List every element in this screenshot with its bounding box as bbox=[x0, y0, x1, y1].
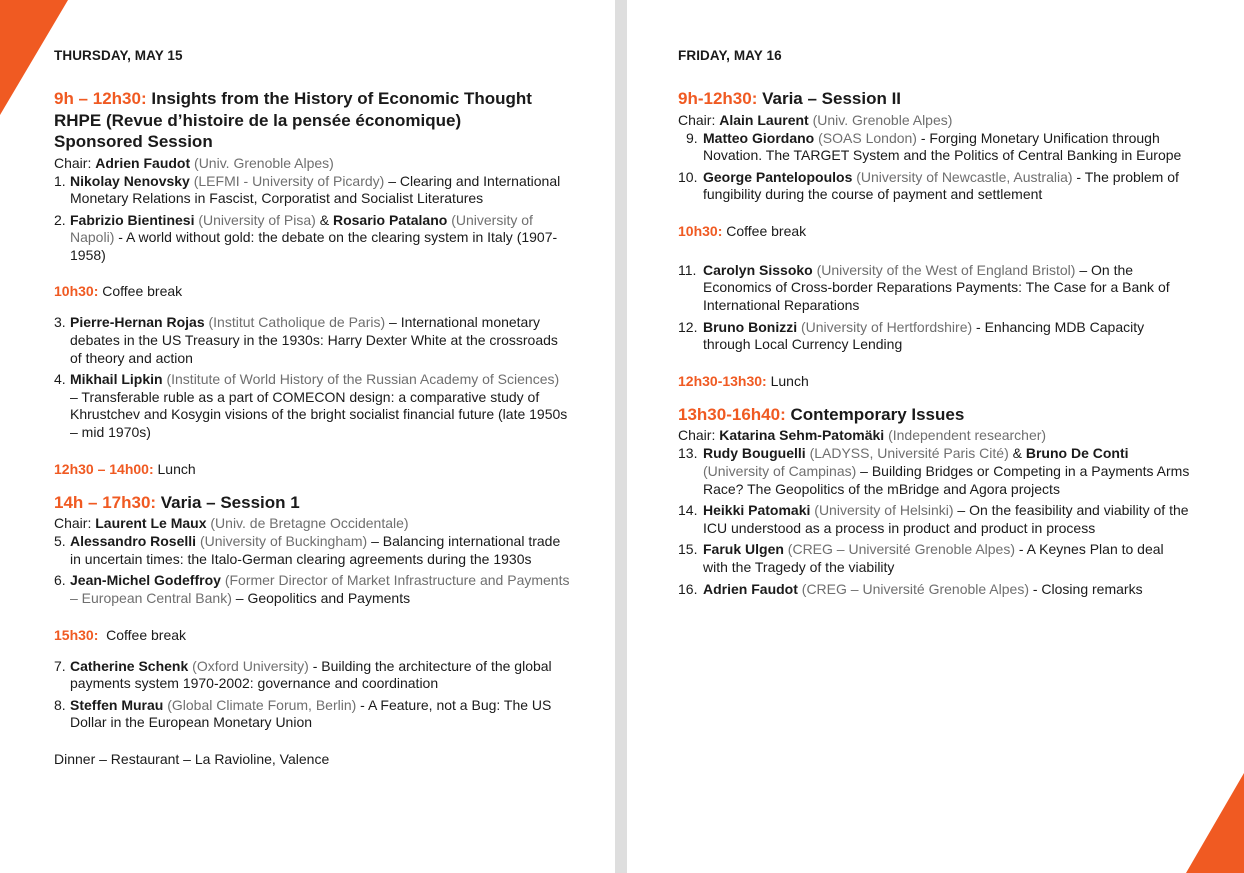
speaker-name-2: Bruno De Conti bbox=[1025, 445, 1129, 462]
talk-title: – On the feasibility and viability of the ICU understood as a process in product and product in process bbox=[703, 502, 1189, 536]
session-heading bbox=[678, 404, 1190, 426]
session-time: 9h-12h30: bbox=[678, 89, 758, 108]
speaker-affiliation: (University of Newcastle, Australia) bbox=[856, 168, 1073, 185]
talk-title: - Forging Monetary Unification through Novation. The TARGET System and the Politics of Central Banking in Europe bbox=[703, 129, 1182, 164]
talk-number: 3. bbox=[54, 314, 66, 331]
talk-title: – Clearing and International Monetary Relations in Fascist, Corporatist and Socialist Literatures bbox=[70, 172, 561, 207]
speaker-name: George Pantelopoulos bbox=[703, 168, 853, 185]
talk-number: 5. bbox=[54, 533, 66, 550]
talk-list bbox=[54, 314, 570, 441]
talk-number: 4. bbox=[54, 371, 66, 388]
session-heading bbox=[54, 88, 570, 153]
talk-number: 2. bbox=[54, 211, 66, 228]
session-time: 14h – 17h30: bbox=[54, 492, 157, 512]
speaker-affiliation: (University of Hertfordshire) bbox=[801, 318, 973, 335]
speaker-name: Steffen Murau bbox=[70, 696, 164, 713]
speaker-affiliation: (University of Pisa) bbox=[198, 211, 316, 228]
session-title: Contemporary Issues bbox=[785, 404, 965, 424]
talk-number: 12. bbox=[678, 318, 698, 335]
session-time: 9h – 12h30: bbox=[54, 89, 147, 108]
talk-item bbox=[678, 130, 1190, 165]
session-chair bbox=[54, 154, 570, 172]
talk-item bbox=[678, 502, 1190, 537]
chair-name: Alain Laurent bbox=[719, 111, 809, 128]
speaker-name: Pierre-Hernan Rojas bbox=[70, 314, 205, 331]
speaker-affiliation: (LEFMI - University of Picardy) bbox=[193, 172, 385, 189]
talk-title: - A Feature, not a Bug: The US Dollar in the European Monetary Union bbox=[70, 696, 552, 731]
speaker-affiliation-2: (University of Campinas) bbox=[703, 462, 857, 479]
talk-title: – International monetary debates in the US Treasury in the 1930s: Harry Dexter White at the crossroads of theory and action bbox=[70, 314, 558, 366]
speaker-affiliation: (Former Director of Market Infrastructure and Payments – European Central Bank) bbox=[70, 572, 570, 606]
talk-title: – Geopolitics and Payments bbox=[231, 589, 411, 606]
talk-item bbox=[678, 581, 1190, 599]
chair-affiliation: (Independent researcher) bbox=[888, 427, 1047, 444]
talk-list bbox=[678, 445, 1190, 598]
talk-item bbox=[678, 169, 1190, 204]
talk-number: 13. bbox=[678, 445, 698, 462]
talk-title: – Building Bridges or Competing in a Payments Arms Race? The Geopolitics of the mBridge and Agora projects bbox=[703, 462, 1190, 497]
talk-number: 16. bbox=[678, 580, 698, 597]
session-chair bbox=[678, 111, 1190, 129]
speaker-affiliation: (SOAS London) bbox=[818, 129, 917, 146]
speaker-name: Rudy Bouguelli bbox=[703, 445, 806, 462]
chair-name: Adrien Faudot bbox=[95, 154, 191, 171]
talk-item bbox=[54, 533, 570, 568]
speaker-affiliation: (CREG – Université Grenoble Alpes) bbox=[801, 580, 1029, 597]
lunch-break bbox=[678, 372, 1190, 390]
talk-number: 15. bbox=[678, 541, 698, 558]
day-title: THURSDAY, MAY 15 bbox=[54, 48, 183, 63]
left-page bbox=[0, 0, 615, 873]
chair-name: Laurent Le Maux bbox=[95, 515, 207, 532]
talk-number: 1. bbox=[54, 172, 66, 189]
talk-item bbox=[678, 262, 1190, 315]
talk-number: 11. bbox=[678, 261, 697, 278]
talk-list bbox=[54, 173, 570, 265]
chair-affiliation: (Univ. Grenoble Alpes) bbox=[194, 154, 334, 171]
speaker-affiliation: (LADYSS, Université Paris Cité) bbox=[809, 445, 1009, 462]
speaker-name: Jean-Michel Godeffroy bbox=[70, 572, 221, 589]
dinner-info: Dinner – Restaurant – La Ravioline, Valence bbox=[54, 750, 330, 767]
talk-title: – Transferable ruble as a part of COMECON design: a comparative study of Khrustchev and Kosygin visions of the bright socialist financial future (late 1950s – mid 1970s) bbox=[70, 388, 568, 441]
chair-label: Chair: bbox=[678, 111, 716, 128]
right-page-content bbox=[678, 48, 1190, 602]
talk-item bbox=[54, 173, 570, 208]
session-chair bbox=[678, 426, 1190, 444]
left-page-content bbox=[54, 48, 570, 768]
coffee-break bbox=[54, 626, 570, 644]
talk-item bbox=[54, 212, 570, 265]
session-title: Varia – Session 1 bbox=[156, 492, 300, 512]
speaker-affiliation: (CREG – Université Grenoble Alpes) bbox=[787, 541, 1015, 558]
speaker-name: Adrien Faudot bbox=[703, 580, 798, 597]
chair-label: Chair: bbox=[678, 427, 716, 444]
talk-title: - Building the architecture of the global payments system 1970-2002: governance and coordination bbox=[70, 657, 552, 692]
break-label: Lunch bbox=[153, 460, 196, 477]
conjunction: & bbox=[315, 211, 333, 228]
talk-item bbox=[678, 445, 1190, 498]
talk-title: – Balancing international trade in uncertain times: the Italo-German clearing agreements during the 1930s bbox=[70, 533, 561, 567]
break-time: 15h30: bbox=[54, 626, 99, 643]
speaker-affiliation: (University of the West of England Bristol) bbox=[816, 261, 1076, 278]
talk-number: 9. bbox=[686, 129, 698, 146]
speaker-name: Carolyn Sissoko bbox=[703, 261, 813, 278]
talk-list bbox=[678, 262, 1190, 354]
speaker-name: Faruk Ulgen bbox=[703, 541, 784, 558]
talk-number: 7. bbox=[54, 657, 66, 674]
talk-list bbox=[678, 130, 1190, 204]
speaker-name: Matteo Giordano bbox=[703, 129, 815, 146]
talk-title: – On the Economics of Cross-border Reparations Payments: The Case for a Bank of International Reparations bbox=[703, 261, 1170, 314]
session-heading bbox=[678, 88, 1190, 110]
session-time: 13h30-16h40: bbox=[678, 404, 786, 424]
coffee-break bbox=[678, 222, 1190, 240]
break-label: Coffee break bbox=[722, 222, 807, 239]
talk-list bbox=[54, 533, 570, 607]
talk-item bbox=[678, 319, 1190, 354]
talk-item bbox=[54, 572, 570, 607]
right-page bbox=[627, 0, 1244, 873]
speaker-name: Bruno Bonizzi bbox=[703, 318, 798, 335]
break-label: Coffee break bbox=[98, 283, 183, 300]
talk-title: - A Keynes Plan to deal with the Tragedy of the viability bbox=[703, 541, 1164, 575]
chair-affiliation: (Univ. Grenoble Alpes) bbox=[812, 111, 953, 128]
talk-list bbox=[54, 658, 570, 732]
talk-item bbox=[54, 658, 570, 693]
speaker-affiliation: (Oxford University) bbox=[192, 657, 309, 674]
session-title-line2: RHPE (Revue d’histoire de la pensée économique) bbox=[54, 110, 462, 130]
chair-affiliation: (Univ. de Bretagne Occidentale) bbox=[210, 515, 409, 532]
session-heading bbox=[54, 492, 570, 514]
chair-label: Chair: bbox=[54, 154, 92, 171]
talk-number: 14. bbox=[678, 502, 698, 519]
session-chair bbox=[54, 514, 570, 532]
session-title-line1: Insights from the History of Economic Thought bbox=[151, 89, 532, 108]
speaker-name: Nikolay Nenovsky bbox=[70, 172, 190, 189]
speaker-name: Heikki Patomaki bbox=[703, 502, 811, 519]
break-time: 10h30: bbox=[678, 222, 723, 239]
orange-corner-decoration bbox=[1186, 773, 1244, 873]
talk-item bbox=[678, 541, 1190, 576]
talk-number: 6. bbox=[54, 572, 66, 589]
talk-number: 8. bbox=[54, 696, 66, 713]
day-title: FRIDAY, MAY 16 bbox=[678, 48, 782, 63]
talk-title: - Enhancing MDB Capacity through Local Currency Lending bbox=[703, 318, 1145, 353]
speaker-name: Alessandro Roselli bbox=[70, 533, 197, 550]
speaker-affiliation: (University of Buckingham) bbox=[199, 533, 368, 550]
speaker-affiliation: (University of Helsinki) bbox=[814, 502, 954, 519]
chair-label: Chair: bbox=[54, 515, 92, 532]
speaker-name: Mikhail Lipkin bbox=[70, 371, 163, 388]
talk-item bbox=[54, 314, 570, 367]
speaker-name: Fabrizio Bientinesi bbox=[70, 211, 195, 228]
talk-number: 10. bbox=[678, 168, 698, 185]
break-label: Coffee break bbox=[98, 626, 187, 643]
coffee-break bbox=[54, 282, 570, 300]
session-title-line3: Sponsored Session bbox=[54, 132, 213, 151]
speaker-name: Catherine Schenk bbox=[70, 657, 189, 674]
break-time: 10h30: bbox=[54, 283, 99, 300]
break-time: 12h30 – 14h00: bbox=[54, 460, 154, 477]
chair-name: Katarina Sehm-Patomäki bbox=[719, 427, 885, 444]
talk-item bbox=[54, 371, 570, 441]
lunch-break bbox=[54, 460, 570, 478]
session-title: Varia – Session II bbox=[757, 89, 902, 108]
speaker-affiliation: (Institute of World History of the Russian Academy of Sciences) bbox=[166, 371, 560, 388]
conjunction: & bbox=[1008, 445, 1026, 462]
talk-title: - The problem of fungibility during the course of payment and settlement bbox=[703, 168, 1179, 203]
speaker-affiliation-2: (University of Napoli) bbox=[70, 211, 533, 246]
talk-item bbox=[54, 697, 570, 732]
talk-title: - A world without gold: the debate on the clearing system in Italy (1907-1958) bbox=[70, 229, 558, 263]
speaker-affiliation: (Institut Catholique de Paris) bbox=[208, 314, 386, 331]
page-gutter bbox=[615, 0, 627, 873]
break-time: 12h30-13h30: bbox=[678, 372, 767, 389]
break-label: Lunch bbox=[766, 372, 809, 389]
talk-title: - Closing remarks bbox=[1028, 580, 1143, 597]
speaker-name-2: Rosario Patalano bbox=[332, 211, 448, 228]
speaker-affiliation: (Global Climate Forum, Berlin) bbox=[167, 696, 357, 713]
